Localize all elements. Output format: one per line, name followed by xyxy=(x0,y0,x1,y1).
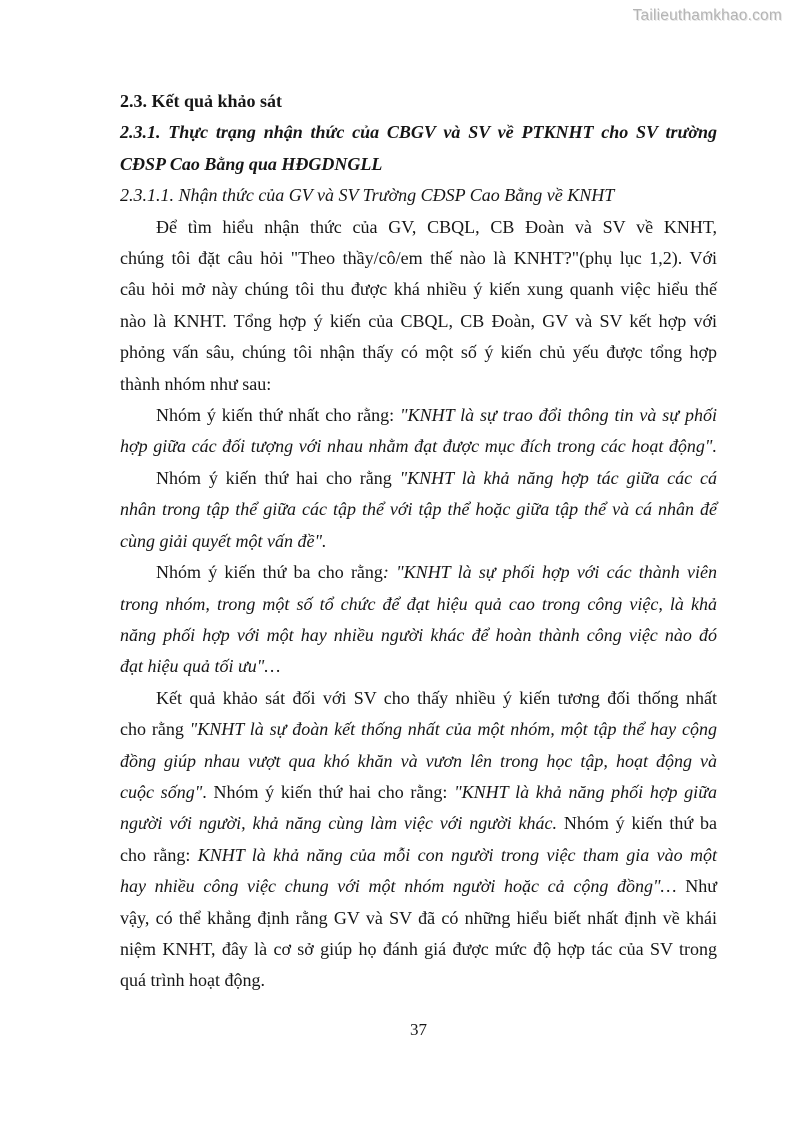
paragraph-line xyxy=(120,243,717,274)
paragraph-line xyxy=(120,369,717,400)
text-segment: Nhóm ý kiến thứ nhất cho rằng: xyxy=(156,405,400,426)
text-segment: . Nhóm ý kiến thứ hai cho rằng: xyxy=(202,781,455,802)
paragraph-line xyxy=(120,306,717,337)
quote-segment: KNHT là khả năng của mỗi con người trong việc tham gia vào một xyxy=(197,844,717,865)
text-segment: Nhóm ý kiến thứ hai cho rằng xyxy=(156,467,400,488)
quote-segment: "KNHT là sự trao đổi thông tin và sự phối xyxy=(400,405,717,426)
paragraph-line xyxy=(120,746,717,777)
quote-segment: năng phối hợp với một hay nhiều người khác để hoàn thành công việc nào đó xyxy=(120,624,717,645)
subsection-heading-line xyxy=(120,149,717,180)
text-segment: chúng tôi đặt câu hỏi "Theo thầy/cô/em thế nào là KNHT?"(phụ lục 1,2). Với xyxy=(120,248,717,269)
quote-segment: trong nhóm, trong một số tổ chức để đạt hiệu quả cao trong công việc, là khả xyxy=(120,593,717,614)
text-segment: phỏng vấn sâu, chúng tôi nhận thấy có một số ý kiến chủ yếu được tổng hợp xyxy=(120,342,717,363)
paragraph-line xyxy=(120,965,717,996)
text-segment: vậy, có thể khẳng định rằng GV và SV đã có những hiểu biết nhất định về khái xyxy=(120,907,717,928)
text-segment: Nhóm ý kiến thứ ba xyxy=(556,813,717,834)
paragraph-line xyxy=(120,683,717,714)
quote-segment: người với người, khả năng cùng làm việc với người khác. xyxy=(120,813,557,834)
watermark-text: Tailieuthamkhao.com xyxy=(632,7,782,24)
text-segment: câu hỏi mở này chúng tôi thu được khá nhiều ý kiến xung quanh việc hiểu thế xyxy=(120,279,717,300)
paragraph-line xyxy=(120,494,717,525)
text-segment: Kết quả khảo sát đối với SV cho thấy nhiều ý kiến tương đối thống nhất xyxy=(156,687,717,708)
paragraph-line xyxy=(120,620,717,651)
quote-segment: hay nhiều công việc chung với một nhóm người hoặc cả cộng đồng"… xyxy=(120,876,677,897)
text-segment: cho rằng xyxy=(120,719,190,740)
subsubsection-heading xyxy=(120,180,717,211)
paragraph-line xyxy=(120,431,717,462)
paragraph-line xyxy=(120,871,717,902)
text-segment: 2.3.1.1. Nhận thức của GV và SV Trường CĐSP Cao Bằng về KNHT xyxy=(120,185,615,206)
paragraph-line xyxy=(120,714,717,745)
paragraph-line xyxy=(120,463,717,494)
page-content xyxy=(120,86,717,997)
quote-segment: : "KNHT là sự phối hợp với các thành viên xyxy=(382,562,717,583)
paragraph-line xyxy=(120,557,717,588)
paragraph-line xyxy=(120,651,717,682)
text-segment: Nhóm ý kiến thứ ba cho rằng xyxy=(156,562,383,583)
paragraph-line xyxy=(120,934,717,965)
text-segment: niệm KNHT, đây là cơ sở giúp họ đánh giá được mức độ hợp tác của SV trong xyxy=(120,938,717,959)
text-segment: quá trình hoạt động. xyxy=(120,970,265,991)
paragraph-line xyxy=(120,212,717,243)
quote-segment: "KNHT là khả năng phối hợp giữa xyxy=(454,781,718,802)
text-segment: cho rằng: xyxy=(120,844,198,865)
page-number: 37 xyxy=(410,1020,427,1039)
paragraph-line xyxy=(120,337,717,368)
text-segment: Như xyxy=(676,876,717,897)
paragraph-line xyxy=(120,526,717,557)
subsection-heading-line xyxy=(120,117,717,148)
text-segment: CĐSP Cao Bằng qua HĐGDNGLL xyxy=(120,153,383,174)
quote-segment: đạt hiệu quả tối ưu"… xyxy=(120,656,281,677)
paragraph-line xyxy=(120,840,717,871)
paragraph-line xyxy=(120,274,717,305)
quote-segment: nhân trong tập thể giữa các tập thể với tập thể hoặc giữa tập thể và cá nhân để xyxy=(120,499,717,520)
quote-segment: cuộc sống" xyxy=(120,781,203,802)
text-segment: nào là KNHT. Tổng hợp ý kiến của CBQL, CB Đoàn, GV và SV kết hợp với xyxy=(120,310,717,331)
section-heading xyxy=(120,86,717,117)
quote-segment: hợp giữa các đối tượng với nhau nhằm đạt được mục đích trong các hoạt động". xyxy=(120,436,717,457)
paragraph-line xyxy=(120,808,717,839)
text-segment: 2.3.1. Thực trạng nhận thức của CBGV và SV về PTKNHT cho SV trường xyxy=(120,122,717,143)
paragraph-line xyxy=(120,400,717,431)
quote-segment: "KNHT là sự đoàn kết thống nhất của một nhóm, một tập thể hay cộng xyxy=(189,719,717,740)
paragraph-line xyxy=(120,903,717,934)
text-segment: 2.3. Kết quả khảo sát xyxy=(120,91,283,111)
quote-segment: đồng giúp nhau vượt qua khó khăn và vươn lên trong học tập, hoạt động và xyxy=(120,750,717,771)
quote-segment: "KNHT là khả năng hợp tác giữa các cá xyxy=(399,467,717,488)
quote-segment: cùng giải quyết một vấn đề". xyxy=(120,530,327,551)
paragraph-line xyxy=(120,777,717,808)
paragraph-line xyxy=(120,589,717,620)
text-segment: Để tìm hiểu nhận thức của GV, CBQL, CB Đoàn và SV về KNHT, xyxy=(156,216,717,237)
text-segment: thành nhóm như sau: xyxy=(120,373,272,394)
